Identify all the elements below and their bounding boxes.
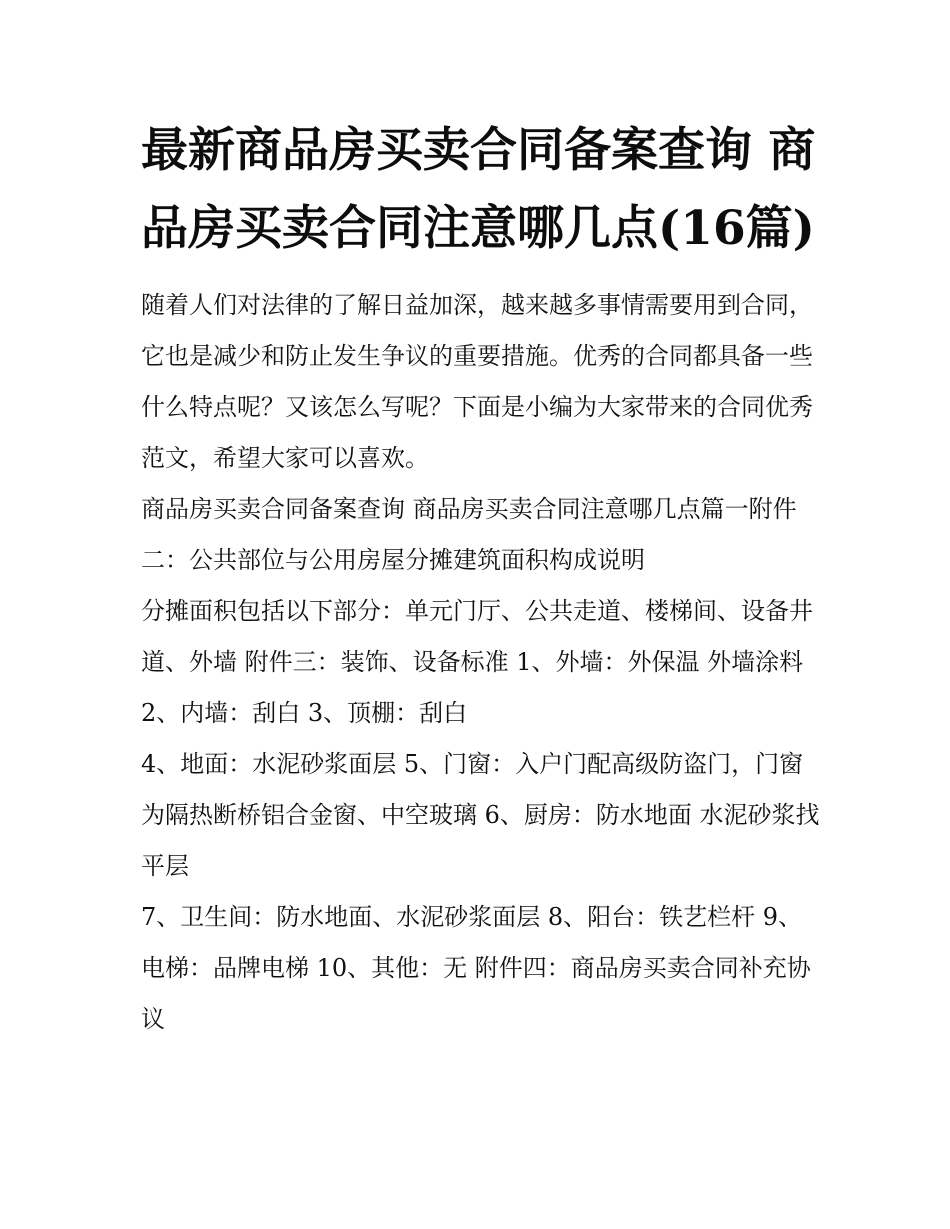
section-heading-paragraph: 商品房买卖合同备案查询 商品房买卖合同注意哪几点篇一附件二：公共部位与公用房屋分摊建筑面积构成说明 <box>141 495 797 574</box>
bathroom-elevator-paragraph: 7、卫生间：防水地面、水泥砂浆面层 8、阳台：铁艺栏杆 9、电梯：品牌电梯 10、其他：无 附件四：商品房买卖合同补充协议 <box>141 903 811 1033</box>
document-body <box>141 112 821 1045</box>
intro-paragraph: 随着人们对法律的了解日益加深，越来越多事情需要用到合同，它也是减少和防止发生争议的重要措施。优秀的合同都具备一些什么特点呢？又该怎么写呢？下面是小编为大家带来的合同优秀范文，希望大家可以喜欢。 <box>141 291 813 472</box>
shared-area-paragraph: 分摊面积包括以下部分：单元门厅、公共走道、楼梯间、设备井道、外墙 附件三：装饰、设备标准 1、外墙：外保温 外墙涂料 2、内墙：刮白 3、顶棚：刮白 <box>141 597 813 727</box>
document-title: 最新商品房买卖合同备案查询 商品房买卖合同注意哪几点(16篇) <box>141 123 816 256</box>
floor-window-paragraph: 4、地面：水泥砂浆面层 5、门窗：入户门配高级防盗门，门窗为隔热断桥铝合金窗、中空玻璃 6、厨房：防水地面 水泥砂浆找平层 <box>141 750 820 880</box>
